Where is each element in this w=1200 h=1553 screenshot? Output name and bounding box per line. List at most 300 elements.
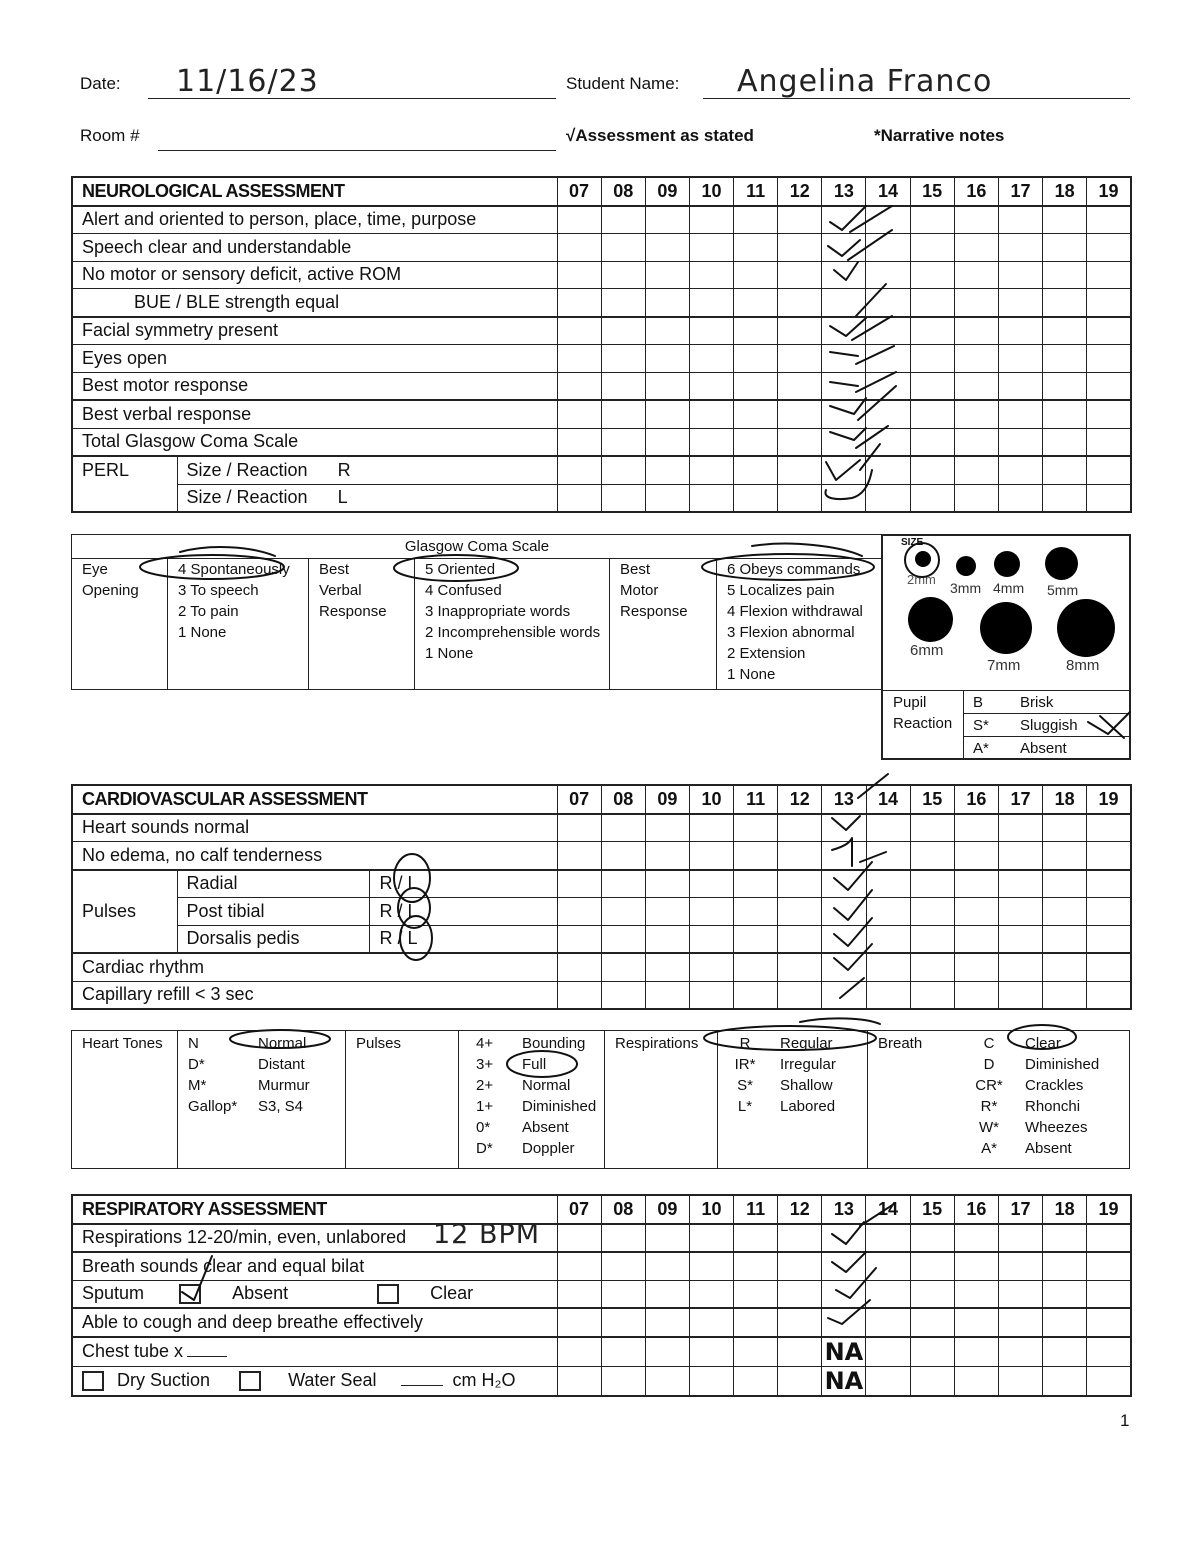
time-cell[interactable] <box>601 925 645 953</box>
student-name-field[interactable] <box>703 62 1130 99</box>
time-cell[interactable] <box>866 456 910 484</box>
time-cell[interactable] <box>822 842 866 870</box>
time-cell[interactable] <box>822 206 866 234</box>
time-cell[interactable] <box>866 345 910 373</box>
time-cell[interactable] <box>822 345 866 373</box>
time-cell[interactable] <box>557 925 601 953</box>
time-cell[interactable] <box>645 925 689 953</box>
time-cell[interactable] <box>557 870 601 898</box>
time-cell[interactable] <box>866 206 910 234</box>
time-cell[interactable] <box>954 1280 998 1308</box>
time-cell[interactable] <box>601 345 645 373</box>
gcs-eye-option[interactable]: 1 None <box>178 624 227 641</box>
time-cell[interactable] <box>557 345 601 373</box>
time-cell[interactable] <box>954 317 998 345</box>
time-cell[interactable] <box>954 456 998 484</box>
time-cell[interactable] <box>689 261 733 289</box>
time-cell[interactable] <box>645 981 689 1009</box>
pulse-option[interactable]: Bounding <box>522 1035 586 1052</box>
time-cell[interactable] <box>778 1337 822 1367</box>
time-cell[interactable] <box>998 345 1042 373</box>
time-cell[interactable] <box>998 898 1042 926</box>
time-cell[interactable] <box>557 372 601 400</box>
time-cell[interactable] <box>910 814 954 842</box>
time-cell[interactable] <box>1043 1308 1087 1337</box>
pulse-option[interactable]: Absent <box>522 1119 569 1136</box>
time-cell[interactable] <box>734 234 778 262</box>
time-cell[interactable] <box>645 1252 689 1280</box>
time-cell[interactable] <box>1043 925 1087 953</box>
time-cell[interactable] <box>557 456 601 484</box>
heart-tone-option[interactable]: Distant <box>258 1056 305 1073</box>
dry-suction-checkbox[interactable] <box>82 1371 104 1391</box>
time-cell[interactable] <box>778 206 822 234</box>
time-cell[interactable] <box>1087 1337 1131 1367</box>
time-cell[interactable] <box>954 981 998 1009</box>
time-cell[interactable] <box>1043 1224 1087 1253</box>
time-cell[interactable] <box>645 870 689 898</box>
time-cell[interactable] <box>954 206 998 234</box>
time-cell[interactable] <box>645 261 689 289</box>
time-cell[interactable] <box>1087 289 1131 317</box>
time-cell[interactable] <box>822 1366 866 1396</box>
time-cell[interactable] <box>1043 842 1087 870</box>
time-cell[interactable] <box>601 1308 645 1337</box>
time-cell[interactable] <box>601 456 645 484</box>
time-cell[interactable] <box>866 870 910 898</box>
time-cell[interactable] <box>998 317 1042 345</box>
time-cell[interactable] <box>557 981 601 1009</box>
time-cell[interactable] <box>557 317 601 345</box>
time-cell[interactable] <box>689 1308 733 1337</box>
time-cell[interactable] <box>1043 345 1087 373</box>
time-cell[interactable] <box>1043 234 1087 262</box>
gcs-verbal-option[interactable]: 2 Incomprehensible words <box>425 624 601 641</box>
time-cell[interactable] <box>601 1366 645 1396</box>
time-cell[interactable] <box>998 206 1042 234</box>
time-cell[interactable] <box>557 261 601 289</box>
time-cell[interactable] <box>866 372 910 400</box>
breath-option[interactable]: Absent <box>1025 1140 1072 1157</box>
time-cell[interactable] <box>954 234 998 262</box>
time-cell[interactable] <box>557 1280 601 1308</box>
time-cell[interactable] <box>954 842 998 870</box>
time-cell[interactable] <box>866 1308 910 1337</box>
time-cell[interactable] <box>822 261 866 289</box>
time-cell[interactable] <box>778 261 822 289</box>
time-cell[interactable] <box>910 1280 954 1308</box>
time-cell[interactable] <box>910 1308 954 1337</box>
time-cell[interactable] <box>954 814 998 842</box>
time-cell[interactable] <box>998 1366 1042 1396</box>
time-cell[interactable] <box>1087 870 1131 898</box>
breath-option[interactable]: Crackles <box>1025 1077 1084 1094</box>
time-cell[interactable] <box>866 261 910 289</box>
time-cell[interactable] <box>557 1252 601 1280</box>
time-cell[interactable] <box>1087 1308 1131 1337</box>
time-cell[interactable] <box>822 428 866 456</box>
time-cell[interactable] <box>822 870 866 898</box>
time-cell[interactable] <box>1087 814 1131 842</box>
time-cell[interactable] <box>689 842 733 870</box>
heart-tone-option[interactable]: Normal <box>258 1035 307 1052</box>
time-cell[interactable] <box>601 400 645 428</box>
time-cell[interactable] <box>778 842 822 870</box>
time-cell[interactable] <box>866 1337 910 1367</box>
time-cell[interactable] <box>954 428 998 456</box>
time-cell[interactable] <box>601 870 645 898</box>
time-cell[interactable] <box>998 1280 1042 1308</box>
time-cell[interactable] <box>1043 428 1087 456</box>
time-cell[interactable] <box>689 1366 733 1396</box>
time-cell[interactable] <box>557 234 601 262</box>
gcs-eye-option[interactable]: 2 To pain <box>178 603 239 620</box>
time-cell[interactable] <box>778 1252 822 1280</box>
time-cell[interactable] <box>954 1224 998 1253</box>
time-cell[interactable] <box>734 1280 778 1308</box>
time-cell[interactable] <box>557 898 601 926</box>
time-cell[interactable] <box>1087 234 1131 262</box>
time-cell[interactable] <box>645 1308 689 1337</box>
time-cell[interactable] <box>601 372 645 400</box>
time-cell[interactable] <box>645 1280 689 1308</box>
time-cell[interactable] <box>866 289 910 317</box>
time-cell[interactable] <box>1043 261 1087 289</box>
time-cell[interactable] <box>998 261 1042 289</box>
time-cell[interactable] <box>822 289 866 317</box>
time-cell[interactable] <box>1043 289 1087 317</box>
time-cell[interactable] <box>734 345 778 373</box>
time-cell[interactable] <box>954 1308 998 1337</box>
time-cell[interactable] <box>1087 1252 1131 1280</box>
resp-option[interactable]: Regular <box>780 1035 833 1052</box>
time-cell[interactable] <box>954 400 998 428</box>
time-cell[interactable] <box>910 1366 954 1396</box>
sputum-absent-checkbox[interactable] <box>179 1284 201 1304</box>
reaction-text[interactable]: Sluggish <box>1020 717 1078 734</box>
time-cell[interactable] <box>689 814 733 842</box>
breath-option[interactable]: Wheezes <box>1025 1119 1088 1136</box>
reaction-text[interactable]: Absent <box>1020 740 1067 757</box>
time-cell[interactable] <box>822 953 866 981</box>
time-cell[interactable] <box>1043 814 1087 842</box>
time-cell[interactable] <box>910 898 954 926</box>
date-field[interactable] <box>148 62 556 99</box>
time-cell[interactable] <box>734 456 778 484</box>
time-cell[interactable] <box>778 456 822 484</box>
time-cell[interactable] <box>734 842 778 870</box>
time-cell[interactable] <box>1087 484 1131 512</box>
time-cell[interactable] <box>822 317 866 345</box>
time-cell[interactable] <box>645 484 689 512</box>
time-cell[interactable] <box>822 1252 866 1280</box>
time-cell[interactable] <box>645 842 689 870</box>
time-cell[interactable] <box>734 1252 778 1280</box>
time-cell[interactable] <box>910 400 954 428</box>
pulse-option[interactable]: Doppler <box>522 1140 575 1157</box>
time-cell[interactable] <box>954 372 998 400</box>
time-cell[interactable] <box>689 981 733 1009</box>
time-cell[interactable] <box>822 484 866 512</box>
time-cell[interactable] <box>645 898 689 926</box>
time-cell[interactable] <box>1043 400 1087 428</box>
time-cell[interactable] <box>822 925 866 953</box>
time-cell[interactable] <box>998 372 1042 400</box>
time-cell[interactable] <box>601 317 645 345</box>
time-cell[interactable] <box>866 898 910 926</box>
time-cell[interactable] <box>778 1308 822 1337</box>
time-cell[interactable] <box>822 898 866 926</box>
time-cell[interactable] <box>557 953 601 981</box>
time-cell[interactable] <box>1043 456 1087 484</box>
gcs-verbal-option[interactable]: 4 Confused <box>425 582 502 599</box>
time-cell[interactable] <box>1043 870 1087 898</box>
time-cell[interactable] <box>1043 206 1087 234</box>
time-cell[interactable] <box>734 484 778 512</box>
time-cell[interactable] <box>689 1280 733 1308</box>
time-cell[interactable] <box>998 484 1042 512</box>
time-cell[interactable] <box>954 289 998 317</box>
time-cell[interactable] <box>734 261 778 289</box>
time-cell[interactable] <box>689 925 733 953</box>
time-cell[interactable] <box>601 1280 645 1308</box>
time-cell[interactable] <box>1043 1280 1087 1308</box>
time-cell[interactable] <box>689 1337 733 1367</box>
time-cell[interactable] <box>822 1337 866 1367</box>
pulse-side[interactable]: R / L <box>369 870 557 898</box>
gcs-eye-option[interactable]: 4 Spontaneously <box>178 561 290 578</box>
gcs-motor-option[interactable]: 5 Localizes pain <box>727 582 835 599</box>
time-cell[interactable] <box>778 345 822 373</box>
time-cell[interactable] <box>689 372 733 400</box>
time-cell[interactable] <box>910 842 954 870</box>
time-cell[interactable] <box>778 870 822 898</box>
time-cell[interactable] <box>689 428 733 456</box>
gcs-motor-option[interactable]: 2 Extension <box>727 645 806 662</box>
time-cell[interactable] <box>1087 261 1131 289</box>
time-cell[interactable] <box>601 1337 645 1367</box>
time-cell[interactable] <box>998 925 1042 953</box>
time-cell[interactable] <box>866 953 910 981</box>
time-cell[interactable] <box>778 484 822 512</box>
time-cell[interactable] <box>1087 206 1131 234</box>
time-cell[interactable] <box>601 234 645 262</box>
time-cell[interactable] <box>734 898 778 926</box>
time-cell[interactable] <box>1087 898 1131 926</box>
time-cell[interactable] <box>866 925 910 953</box>
time-cell[interactable] <box>910 1337 954 1367</box>
time-cell[interactable] <box>601 289 645 317</box>
time-cell[interactable] <box>910 870 954 898</box>
reaction-text[interactable]: Brisk <box>1020 694 1054 711</box>
time-cell[interactable] <box>822 814 866 842</box>
time-cell[interactable] <box>734 206 778 234</box>
time-cell[interactable] <box>689 953 733 981</box>
time-cell[interactable] <box>601 206 645 234</box>
time-cell[interactable] <box>998 953 1042 981</box>
time-cell[interactable] <box>910 261 954 289</box>
time-cell[interactable] <box>557 400 601 428</box>
time-cell[interactable] <box>557 206 601 234</box>
time-cell[interactable] <box>866 234 910 262</box>
time-cell[interactable] <box>910 317 954 345</box>
sputum-clear-checkbox[interactable] <box>377 1284 399 1304</box>
time-cell[interactable] <box>778 1366 822 1396</box>
time-cell[interactable] <box>998 981 1042 1009</box>
time-cell[interactable] <box>866 1280 910 1308</box>
time-cell[interactable] <box>645 814 689 842</box>
time-cell[interactable] <box>822 1308 866 1337</box>
time-cell[interactable] <box>601 428 645 456</box>
time-cell[interactable] <box>1043 1337 1087 1367</box>
time-cell[interactable] <box>645 428 689 456</box>
time-cell[interactable] <box>954 1337 998 1367</box>
time-cell[interactable] <box>998 400 1042 428</box>
time-cell[interactable] <box>998 456 1042 484</box>
time-cell[interactable] <box>601 953 645 981</box>
time-cell[interactable] <box>601 814 645 842</box>
breath-option[interactable]: Rhonchi <box>1025 1098 1081 1115</box>
time-cell[interactable] <box>1087 1280 1131 1308</box>
time-cell[interactable] <box>866 814 910 842</box>
time-cell[interactable] <box>557 814 601 842</box>
time-cell[interactable] <box>689 345 733 373</box>
time-cell[interactable] <box>601 842 645 870</box>
gcs-verbal-option[interactable]: 3 Inappropriate words <box>425 603 571 620</box>
time-cell[interactable] <box>822 234 866 262</box>
time-cell[interactable] <box>778 925 822 953</box>
time-cell[interactable] <box>645 317 689 345</box>
time-cell[interactable] <box>601 898 645 926</box>
time-cell[interactable] <box>866 428 910 456</box>
chest-tube-field[interactable] <box>187 1342 227 1357</box>
time-cell[interactable] <box>689 456 733 484</box>
time-cell[interactable] <box>557 1366 601 1396</box>
time-cell[interactable] <box>1087 842 1131 870</box>
pulse-side[interactable]: R / L <box>369 898 557 926</box>
gcs-motor-option[interactable]: 3 Flexion abnormal <box>727 624 855 641</box>
time-cell[interactable] <box>601 484 645 512</box>
time-cell[interactable] <box>689 206 733 234</box>
time-cell[interactable] <box>910 981 954 1009</box>
time-cell[interactable] <box>601 1252 645 1280</box>
time-cell[interactable] <box>998 1252 1042 1280</box>
pulse-option[interactable]: Full <box>522 1056 547 1073</box>
time-cell[interactable] <box>601 1224 645 1253</box>
time-cell[interactable] <box>866 842 910 870</box>
pulse-option[interactable]: Diminished <box>522 1098 597 1115</box>
time-cell[interactable] <box>954 261 998 289</box>
time-cell[interactable] <box>1043 898 1087 926</box>
time-cell[interactable] <box>734 289 778 317</box>
time-cell[interactable] <box>998 428 1042 456</box>
time-cell[interactable] <box>734 981 778 1009</box>
time-cell[interactable] <box>866 1366 910 1396</box>
time-cell[interactable] <box>998 1224 1042 1253</box>
time-cell[interactable] <box>778 953 822 981</box>
time-cell[interactable] <box>645 953 689 981</box>
breath-option[interactable]: Clear <box>1025 1035 1061 1052</box>
time-cell[interactable] <box>689 289 733 317</box>
time-cell[interactable] <box>734 814 778 842</box>
time-cell[interactable] <box>822 400 866 428</box>
time-cell[interactable] <box>910 1252 954 1280</box>
time-cell[interactable] <box>910 456 954 484</box>
time-cell[interactable] <box>645 206 689 234</box>
time-cell[interactable] <box>1087 981 1131 1009</box>
time-cell[interactable] <box>822 1224 866 1253</box>
time-cell[interactable] <box>910 234 954 262</box>
time-cell[interactable] <box>1087 317 1131 345</box>
time-cell[interactable] <box>998 870 1042 898</box>
time-cell[interactable] <box>998 1337 1042 1367</box>
time-cell[interactable] <box>734 1308 778 1337</box>
time-cell[interactable] <box>689 898 733 926</box>
time-cell[interactable] <box>778 289 822 317</box>
time-cell[interactable] <box>645 234 689 262</box>
time-cell[interactable] <box>778 234 822 262</box>
time-cell[interactable] <box>734 400 778 428</box>
time-cell[interactable] <box>734 925 778 953</box>
time-cell[interactable] <box>998 814 1042 842</box>
time-cell[interactable] <box>734 428 778 456</box>
time-cell[interactable] <box>778 317 822 345</box>
gcs-motor-option[interactable]: 4 Flexion withdrawal <box>727 603 863 620</box>
gcs-eye-option[interactable]: 3 To speech <box>178 582 259 599</box>
time-cell[interactable] <box>734 1337 778 1367</box>
time-cell[interactable] <box>822 981 866 1009</box>
time-cell[interactable] <box>778 898 822 926</box>
time-cell[interactable] <box>645 1337 689 1367</box>
time-cell[interactable] <box>778 981 822 1009</box>
time-cell[interactable] <box>954 925 998 953</box>
time-cell[interactable] <box>645 400 689 428</box>
time-cell[interactable] <box>910 1224 954 1253</box>
time-cell[interactable] <box>734 870 778 898</box>
time-cell[interactable] <box>557 484 601 512</box>
time-cell[interactable] <box>866 1224 910 1253</box>
time-cell[interactable] <box>998 1308 1042 1337</box>
time-cell[interactable] <box>822 372 866 400</box>
time-cell[interactable] <box>954 345 998 373</box>
time-cell[interactable] <box>910 484 954 512</box>
time-cell[interactable] <box>866 317 910 345</box>
time-cell[interactable] <box>645 456 689 484</box>
time-cell[interactable] <box>954 953 998 981</box>
time-cell[interactable] <box>866 981 910 1009</box>
cm-h2o-field[interactable] <box>401 1371 443 1386</box>
time-cell[interactable] <box>689 1224 733 1253</box>
pulse-side[interactable]: R / L <box>369 925 557 953</box>
water-seal-checkbox[interactable] <box>239 1371 261 1391</box>
time-cell[interactable] <box>557 1308 601 1337</box>
time-cell[interactable] <box>601 981 645 1009</box>
time-cell[interactable] <box>689 234 733 262</box>
heart-tone-option[interactable]: S3, S4 <box>258 1098 304 1115</box>
time-cell[interactable] <box>910 428 954 456</box>
time-cell[interactable] <box>689 400 733 428</box>
time-cell[interactable] <box>866 400 910 428</box>
room-field[interactable] <box>158 120 556 151</box>
resp-option[interactable]: Shallow <box>780 1077 833 1094</box>
time-cell[interactable] <box>778 1280 822 1308</box>
time-cell[interactable] <box>601 261 645 289</box>
time-cell[interactable] <box>557 1337 601 1367</box>
time-cell[interactable] <box>645 289 689 317</box>
time-cell[interactable] <box>1043 484 1087 512</box>
time-cell[interactable] <box>557 842 601 870</box>
time-cell[interactable] <box>910 206 954 234</box>
